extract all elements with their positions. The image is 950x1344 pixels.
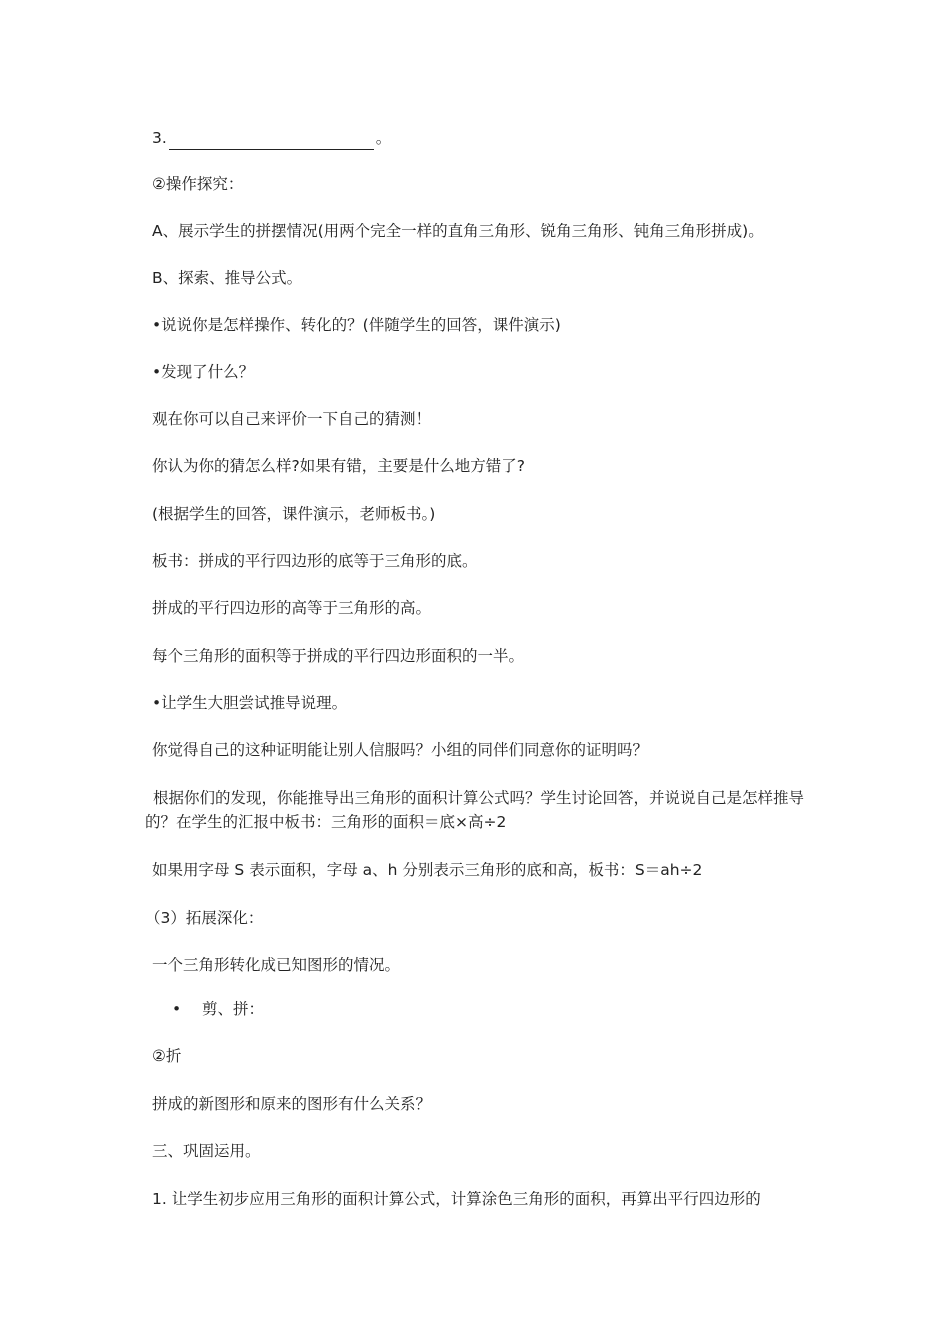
paragraph-board-height: 拼成的平行四边形的高等于三角形的高。 xyxy=(152,599,432,617)
paragraph-board-base: 板书：拼成的平行四边形的底等于三角形的底。 xyxy=(152,552,478,570)
paragraph-board-half-area: 每个三角形的面积等于拼成的平行四边形面积的一半。 xyxy=(152,647,525,665)
paragraph-show-arrangement: A、展示学生的拼摆情况(用两个完全一样的直角三角形、锐角三角形、钝角三角形拼成)。 xyxy=(152,222,764,240)
item-number: 3. xyxy=(152,129,167,147)
bullet-what-found: •发现了什么？ xyxy=(152,363,255,381)
paragraph-guess-question: 你认为你的猜怎么样?如果有错，主要是什么地方错了? xyxy=(152,457,525,475)
list-item-label: 剪、拼： xyxy=(202,1000,265,1018)
paragraph-self-evaluate: 观在你可以自己来评价一下自己的猜测！ xyxy=(152,410,432,428)
list-item-cut-join xyxy=(172,997,820,1021)
paragraph-derive-formula: 根据你们的发现，你能推导出三角形的面积计算公式吗？学生讨论回答，并说说自己是怎样推导的？在学生的汇报中板书：三角形的面积＝底×高÷2 xyxy=(145,789,805,831)
fill-in-blank xyxy=(169,131,374,150)
item-3-blank-line xyxy=(152,126,820,150)
paragraph-convert-triangle: 一个三角形转化成已知图形的情况。 xyxy=(152,956,401,974)
paragraph-fold: ②折 xyxy=(152,1047,182,1065)
section-heading-operation: ②操作探究： xyxy=(152,175,244,193)
paragraph-exercise-1: 1. 让学生初步应用三角形的面积计算公式，计算涂色三角形的面积，再算出平行四边形的 xyxy=(152,1190,761,1208)
bullet-how-operate: •说说你是怎样操作、转化的？(伴随学生的回答，课件演示) xyxy=(152,316,561,334)
section-heading-consolidate: 三、巩固运用。 xyxy=(152,1142,261,1160)
item-period: 。 xyxy=(375,129,392,147)
paragraph-teacher-note: (根据学生的回答，课件演示，老师板书。) xyxy=(152,505,436,523)
paragraph-explore-formula: B、探索、推导公式。 xyxy=(152,269,303,287)
paragraph-letter-formula: 如果用字母 S 表示面积，字母 a、h 分别表示三角形的底和高，板书：S＝ah÷2 xyxy=(152,861,703,879)
bullet-dot: • xyxy=(172,1000,182,1018)
section-heading-extension: （3）拓展深化： xyxy=(145,909,264,927)
paragraph-convince: 你觉得自己的这种证明能让别人信服吗？小组的同伴们同意你的证明吗？ xyxy=(152,741,649,759)
paragraph-relation-question: 拼成的新图形和原来的图形有什么关系？ xyxy=(152,1095,432,1113)
bullet-reasoning: •让学生大胆尝试推导说理。 xyxy=(152,694,348,712)
